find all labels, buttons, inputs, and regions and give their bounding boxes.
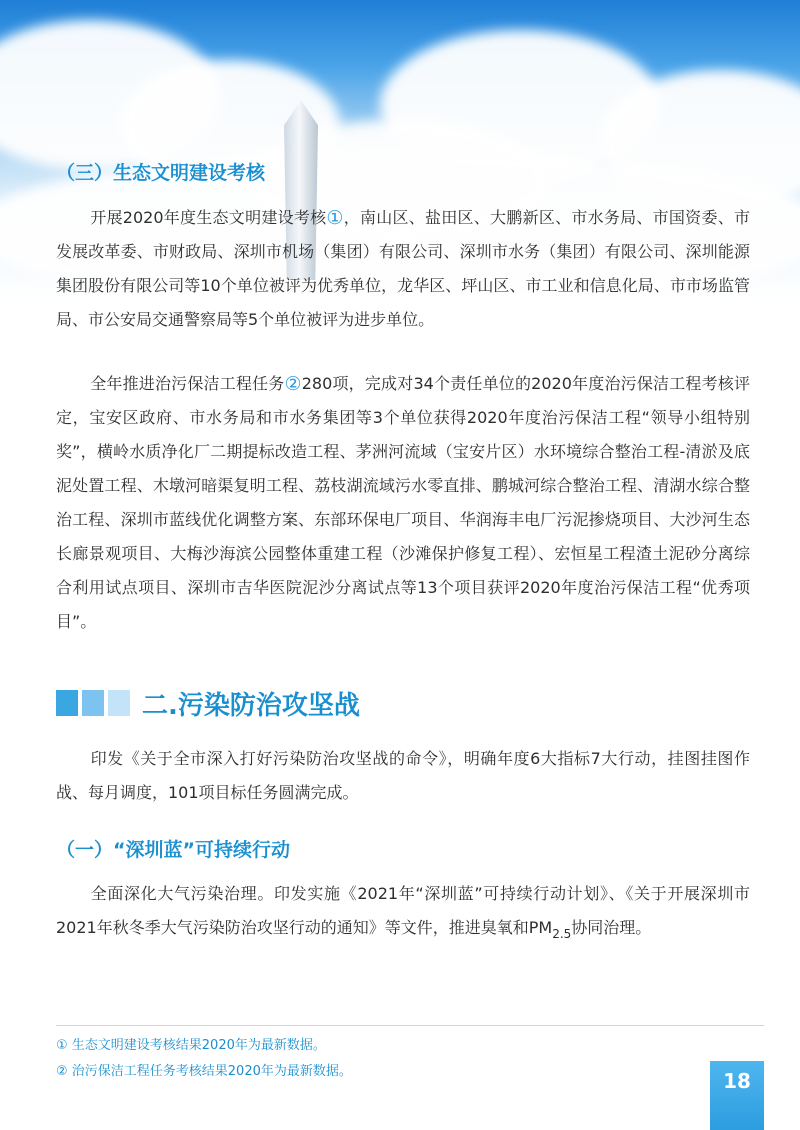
footnote-2: ② 治污保洁工程任务考核结果2020年为最新数据。 (56, 1064, 352, 1079)
heading-block-2 (82, 690, 104, 716)
footnote-divider (56, 1025, 764, 1026)
chapter-title: 二.污染防治攻坚战 (142, 690, 360, 721)
footnote-ref-2[interactable]: ② (284, 373, 302, 395)
heading-block-1 (56, 690, 78, 716)
footnote-ref-1[interactable]: ① (326, 207, 344, 229)
paragraph-battle-order: 印发《关于全市深入打好污染防治攻坚战的命令》，明确年度6大指标7大行动，挂图挂图作战、每月调度，101项目标任务圆满完成。 (56, 749, 750, 802)
paragraph-air-pollution: 全面深化大气污染治理。印发实施《2021年“深圳蓝”可持续行动计划》、《关于开展深圳市2021年秋冬季大气污染防治攻坚行动的通知》等文件，推进臭氧和$PM_{2.5}$协同治理。 (56, 884, 750, 941)
section-heading-3: （三）生态文明建设考核 (56, 162, 266, 184)
paragraph-pollution-projects: 全年推进治污保洁工程任务②280项，完成对34个责任单位的2020年度治污保洁工程考核评定，宝安区政府、市水务局和市水务集团等3个单位获得2020年度治污保洁工程“领导小组特别奖”，横岭水质净化厂二期提标改造工程、茅洲河流域（宝安片区）水环境综合整治工程-清淤及底泥处置工程、木墩河暗渠复明工程、荔枝湖流域污水零直排、鹏城河综合整治工程、清湖水综合整治工程、深圳市蓝线优化调整方案、东部环保电厂项目、华润海丰电厂污泥掺烧项目、大沙河生态长廊景观项目、大梅沙海滨公园整体重建工程（沙滩保护修复工程）、宏恒星工程渣土泥砂分离综合利用试点项目、深圳市吉华医院泥沙分离试点等13个项目获评2020年度治污保洁工程“优秀项目”。 (56, 373, 750, 631)
paragraph-eco-assessment: 开展2020年度生态文明建设考核①，南山区、盐田区、大鹏新区、市水务局、市国资委、市发展改革委、市财政局、深圳市机场（集团）有限公司、深圳市水务（集团）有限公司、深圳能源集团股份有限公司等10个单位被评为优秀单位，龙华区、坪山区、市工业和信息化局、市市场监管局、市公安局交通警察局等5个单位被评为进步单位。 (56, 207, 750, 329)
chapter-heading (56, 686, 360, 720)
page-number: 18 (710, 1061, 764, 1130)
footnote-1: ① 生态文明建设考核结果2020年为最新数据。 (56, 1038, 326, 1053)
heading-block-3 (108, 690, 130, 716)
section-heading-shenzhen-blue: （一）“深圳蓝”可持续行动 (56, 839, 290, 861)
